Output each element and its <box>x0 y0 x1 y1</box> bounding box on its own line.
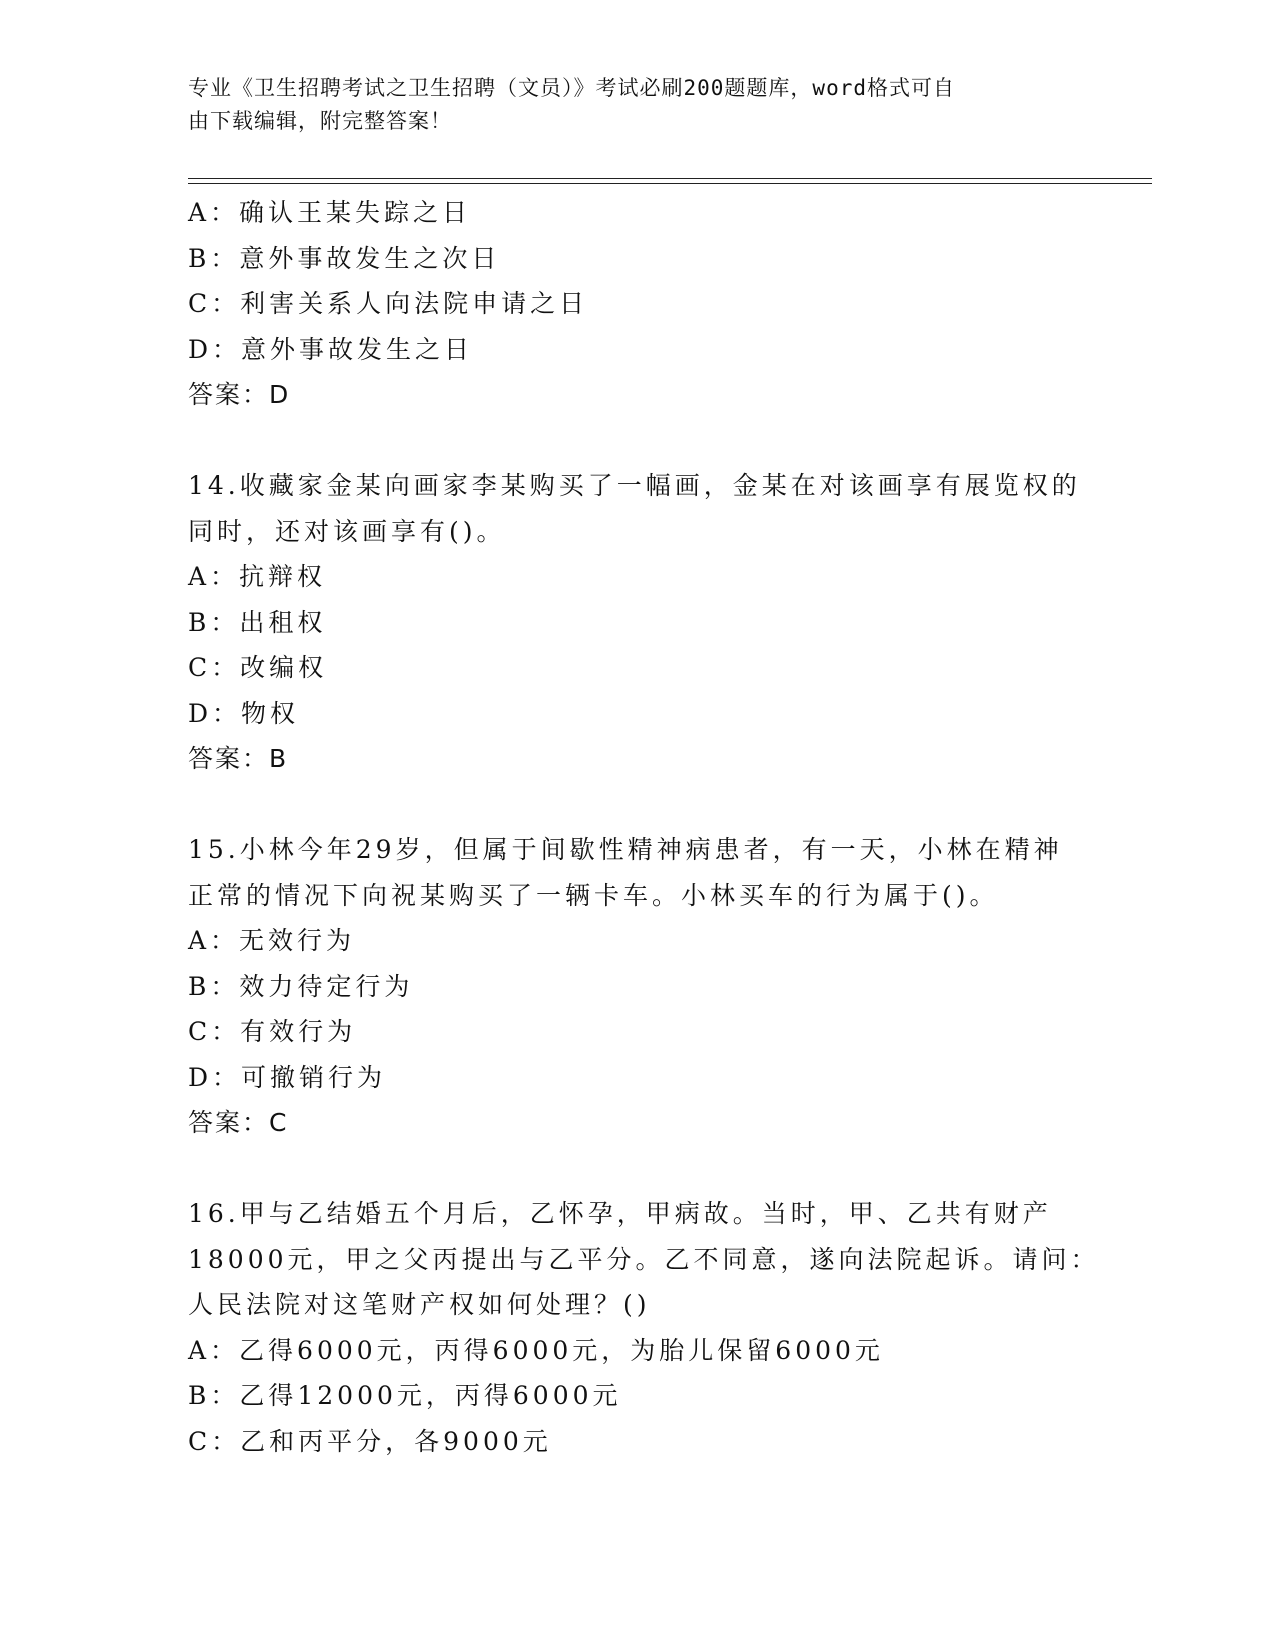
option-d: D：意外事故发生之日 <box>188 334 474 364</box>
option-c: C：利害关系人向法院申请之日 <box>188 289 589 318</box>
answer-line: 答案：D <box>188 380 291 409</box>
answer-line: 答案：B <box>188 744 289 773</box>
document-header <box>188 72 1088 138</box>
question-stem: 正常的情况下向祝某购买了一辆卡车。小林买车的行为属于()。 <box>188 880 999 910</box>
question-list <box>188 190 1100 1464</box>
spacer <box>188 1146 1088 1192</box>
option-d: D：可撤销行为 <box>188 1062 387 1092</box>
spacer <box>188 418 1088 464</box>
question-stem: 15.小林今年29岁，但属于间歇性精神病患者，有一天，小林在精神 <box>188 835 1063 864</box>
option-d: D：物权 <box>188 698 300 728</box>
answer-line: 答案：C <box>188 1108 289 1137</box>
question-stem: 14.收藏家金某向画家李某购买了一幅画，金某在对该画享有展览权的 <box>188 471 1081 500</box>
option-b: B：出租权 <box>188 607 327 637</box>
question-14 <box>188 463 1088 782</box>
option-b: B：乙得12000元，丙得6000元 <box>188 1381 622 1410</box>
option-c: C：有效行为 <box>188 1017 357 1046</box>
question-stem: 18000元，甲之父丙提出与乙平分。乙不同意，遂向法院起诉。请问： <box>188 1244 1100 1274</box>
question-15 <box>188 827 1088 1146</box>
option-c: C：乙和丙平分，各9000元 <box>188 1426 552 1456</box>
header-line-2: 由下载编辑，附完整答案！ <box>188 109 452 133</box>
question-13-tail <box>188 190 1088 418</box>
option-a: A：无效行为 <box>188 926 356 955</box>
spacer <box>188 782 1088 828</box>
option-b: B：效力待定行为 <box>188 971 414 1001</box>
header-divider-bottom <box>188 183 1152 184</box>
option-b: B：意外事故发生之次日 <box>188 243 501 273</box>
option-c: C：改编权 <box>188 653 328 682</box>
option-a: A：抗辩权 <box>188 562 327 591</box>
question-stem: 人民法院对这笔财产权如何处理？() <box>188 1290 651 1319</box>
question-stem: 同时，还对该画享有()。 <box>188 516 506 546</box>
header-divider-top <box>188 178 1152 179</box>
option-a: A：乙得6000元，丙得6000元，为胎儿保留6000元 <box>188 1335 884 1365</box>
question-stem: 16.甲与乙结婚五个月后，乙怀孕，甲病故。当时，甲、乙共有财产 <box>188 1199 1052 1228</box>
question-16 <box>188 1191 1100 1464</box>
option-a: A：确认王某失踪之日 <box>188 198 472 227</box>
header-line-1: 专业《卫生招聘考试之卫生招聘（文员）》考试必刷200题题库，word格式可自 <box>188 76 955 100</box>
